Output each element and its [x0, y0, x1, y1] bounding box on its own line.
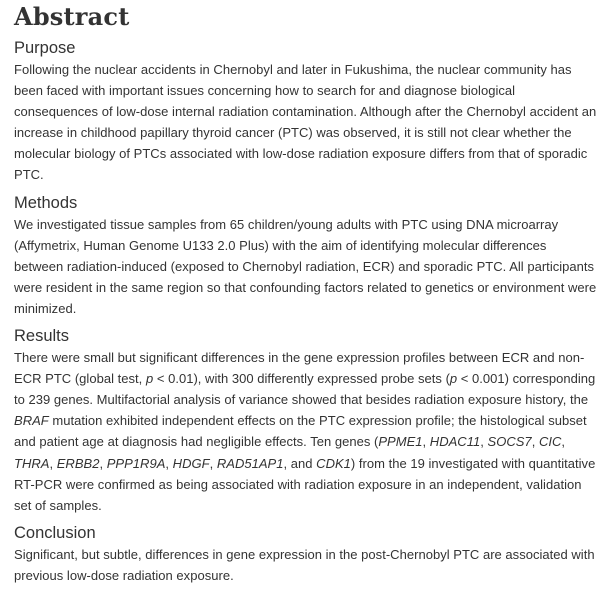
gene-name: HDAC11: [429, 434, 481, 450]
section-conclusion: [14, 522, 598, 586]
gene-name: SOCS7: [487, 434, 532, 450]
section-body-purpose: Following the nuclear accidents in Chernobyl and later in Fukushima, the nuclear community has been faced with important issues concerning how to search for and diagnose biological consequences of low-dose internal radiation contamination. Although after the Chernobyl accident an increase in childhood papillary thyroid cancer (PTC) was observed, it is still not clear whether the molecular biology of PTCs associated with low-dose radiation exposure differs from that of sporadic PTC.: [14, 62, 597, 183]
results-text: < 0.01), with 300 differently expressed probe sets (: [153, 371, 450, 387]
results-text: ,: [480, 434, 488, 450]
gene-name: THRA: [14, 455, 50, 471]
results-text: ) from the 19 investigated with quantitative RT-PCR were confirmed as being associated with radiation exposure in an independent, validation set of samples.: [14, 455, 596, 513]
results-text: ,: [422, 434, 430, 450]
results-text: ,: [209, 455, 217, 471]
results-text: ,: [165, 455, 173, 471]
gene-name: HDGF: [172, 455, 210, 471]
gene-name: ERBB2: [56, 455, 100, 471]
results-text: There were small but significant differences in the gene expression profiles between ECR and non-ECR PTC (global test,: [14, 350, 585, 387]
gene-name: RAD51AP1: [216, 455, 284, 471]
results-italic-p: p: [145, 371, 154, 387]
section-body-conclusion: Significant, but subtle, differences in gene expression in the post-Chernobyl PTC are associated with previous low-dose radiation exposure.: [14, 546, 595, 583]
section-heading-purpose: Purpose: [14, 39, 76, 57]
abstract-title: Abstract: [14, 2, 130, 31]
results-text: ,: [531, 434, 539, 450]
gene-name: CDK1: [316, 455, 351, 471]
section-methods: [14, 192, 598, 319]
results-text: mutation exhibited independent effects on the PTC expression profile; the histological subset and patient age at diagnosis had negligible effects. Ten genes (: [14, 413, 587, 450]
results-italic-p: p: [449, 371, 458, 387]
section-heading-conclusion: Conclusion: [14, 523, 96, 542]
section-body-results: [14, 347, 598, 516]
section-results: [14, 325, 598, 516]
results-text: < 0.001) corresponding to 239 genes. Multifactorial analysis of variance showed that besides radiation exposure history, the: [14, 371, 596, 408]
results-text: ,: [561, 434, 566, 450]
results-text: ,: [49, 455, 57, 471]
section-heading-results: Results: [14, 327, 70, 346]
gene-name: PPME1: [378, 434, 423, 450]
section-body-methods: We investigated tissue samples from 65 children/young adults with PTC using DNA microarray (Affymetrix, Human Genome U133 2.0 Plus) with the aim of identifying molecular differences between radiation-induced (exposed to Chernobyl radiation, ECR) and sporadic PTC. All participants were resident in the same region so that confounding factors related to genetics or environment were minimized.: [14, 216, 597, 316]
abstract-page: [14, 0, 598, 592]
gene-name: CIC: [538, 434, 562, 450]
results-text: ,: [99, 455, 107, 471]
section-heading-methods: Methods: [14, 193, 78, 212]
gene-name: BRAF: [14, 413, 49, 429]
results-text: , and: [283, 455, 317, 471]
gene-name: PPP1R9A: [106, 455, 166, 471]
section-purpose: [14, 37, 598, 186]
